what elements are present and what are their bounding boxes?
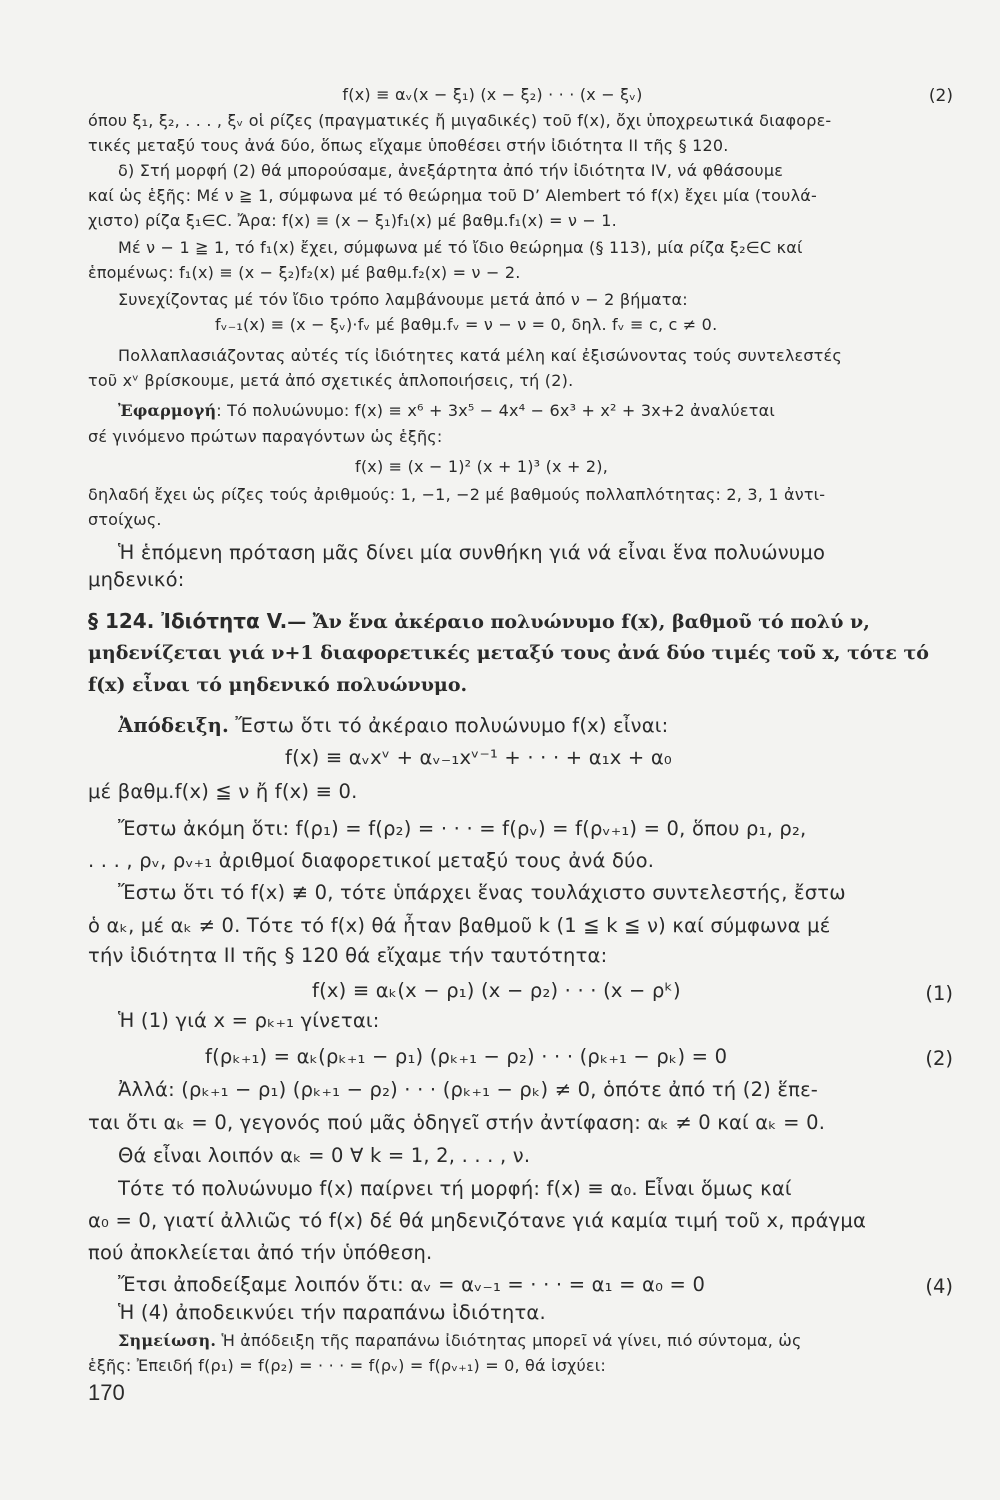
proof-label: Ἀπόδειξη. [118, 714, 230, 737]
text-line: ἑξῆς: Ἐπειδή f(ρ₁) = f(ρ₂) = · · · = f(ρᵥ) = f(ρᵥ₊₁) = 0, θά ἰσχύει: [88, 1356, 606, 1375]
text-line: τοῦ xᵛ βρίσκουμε, μετά ἀπό σχετικές ἁπλοποιήσεις, τή (2). [88, 371, 574, 390]
text-line: Ἔστω ἀκόμη ὅτι: f(ρ₁) = f(ρ₂) = · · · = f(ρᵥ) = f(ρᵥ₊₁) = 0, ὅπου ρ₁, ρ₂, [118, 817, 807, 840]
proof-text: Ἔστω ὅτι τό ἀκέραιο πολυώνυμο f(x) εἶναι: [229, 714, 669, 737]
text-line: Θά εἶναι λοιπόν αₖ = 0 ∀ k = 1, 2, . . . , ν. [118, 1144, 531, 1167]
text-line: Πολλαπλασιάζοντας αὐτές τίς ἰδιότητες κατά μέλη καί ἐξισώνοντας τούς συντελεστές [118, 346, 842, 365]
text-line: δηλαδή ἔχει ὡς ρίζες τούς ἀριθμούς: 1, −1, −2 μέ βαθμούς πολλαπλότητας: 2, 3, 1 ἀντι- [88, 485, 826, 504]
text-line: Ἔτσι ἀποδείξαμε λοιπόν ὅτι: αᵥ = αᵥ₋₁ = · · · = α₁ = α₀ = 0 [118, 1273, 706, 1296]
text-line: χιστο) ρίζα ξ₁∈C. Ἄρα: f(x) ≡ (x − ξ₁)f₁(x) μέ βαθμ.f₁(x) = ν − 1. [88, 211, 617, 230]
note-text: Ἡ ἀπόδειξη τῆς παραπάνω ἰδιότητας μπορεῖ νά γίνει, πιό σύντομα, ὡς [216, 1331, 802, 1350]
text-line: μέ βαθμ.f(x) ≦ ν ἤ f(x) ≡ 0. [88, 780, 358, 803]
formula-line: f(x) ≡ αₖ(x − ρ₁) (x − ρ₂) · · · (x − ρᵏ) [312, 979, 681, 1002]
text-line: Ἡ (1) γιά x = ρₖ₊₁ γίνεται: [118, 1009, 380, 1032]
text-line: τικές μεταξύ τους ἀνά δύο, ὅπως εἴχαμε ὑποθέσει στήν ἰδιότητα II τῆς § 120. [88, 136, 729, 155]
section-statement: — Ἄν ἕνα ἀκέραιο πολυώνυμο f(x), βαθμοῦ τό πολύ ν, [287, 611, 870, 633]
formula-line: f(x) ≡ (x − 1)² (x + 1)³ (x + 2), [355, 457, 608, 476]
text-line: δ) Στή μορφή (2) θά μπορούσαμε, ἀνεξάρτητα ἀπό τήν ἰδιότητα IV, νά φθάσουμε [118, 161, 784, 180]
application-label: Ἐφαρμογή [118, 401, 217, 420]
text-line: μηδενικό: [88, 568, 185, 591]
text-line: πού ἀποκλείεται ἀπό τήν ὑπόθεση. [88, 1241, 433, 1264]
formula-line: f(ρₖ₊₁) = αₖ(ρₖ₊₁ − ρ₁) (ρₖ₊₁ − ρ₂) · · · (ρₖ₊₁ − ρₖ) = 0 [205, 1045, 728, 1068]
text-line: Ἡ (4) ἀποδεικνύει τήν παραπάνω ἰδιότητα. [118, 1301, 546, 1324]
text-line: . . . , ρᵥ, ρᵥ₊₁ ἀριθμοί διαφορετικοί μεταξύ τους ἀνά δύο. [88, 849, 655, 872]
text-line: ται ὅτι αₖ = 0, γεγονός πού μᾶς ὁδηγεῖ στήν ἀντίφαση: αₖ ≠ 0 καί αₖ = 0. [88, 1111, 826, 1134]
section-heading [88, 606, 958, 638]
formula-line: fᵥ₋₁(x) ≡ (x − ξᵥ)·fᵥ μέ βαθμ.fᵥ = ν − ν = 0, δηλ. fᵥ ≡ c, c ≠ 0. [215, 315, 718, 334]
text-line: Τότε τό πολυώνυμο f(x) παίρνει τή μορφή: f(x) ≡ α₀. Εἶναι ὅμως καί [118, 1177, 792, 1200]
text-line: καί ὡς ἑξῆς: Μέ ν ≧ 1, σύμφωνα μέ τό θεώρημα τοῦ D’ Alembert τό f(x) ἔχει μία (τουλά- [88, 186, 817, 205]
formula-factorization: f(x) ≡ αᵥ(x − ξ₁) (x − ξ₂) · · · (x − ξᵥ) [342, 85, 643, 104]
text-line: όπου ξ₁, ξ₂, . . . , ξᵥ οἱ ρίζες (πραγματικές ἤ μιγαδικές) τοῦ f(x), ὄχι ὑποχρεωτικά διαφορε- [88, 111, 832, 130]
note-label: Σημείωση. [118, 1331, 217, 1350]
equation-number: (2) [925, 1047, 953, 1070]
text-line: Συνεχίζοντας μέ τόν ἴδιο τρόπο λαμβάνουμε μετά ἀπό ν − 2 βήματα: [118, 290, 688, 309]
text-line: Ἡ ἑπόμενη πρόταση μᾶς δίνει μία συνθήκη γιά νά εἶναι ἕνα πολυώνυμο [118, 541, 826, 564]
text-line: Ἔστω ὅτι τό f(x) ≢ 0, τότε ὑπάρχει ἕνας τουλάχιστο συντελεστής, ἔστω [118, 881, 846, 904]
application-text: : Τό πολυώνυμο: f(x) ≡ x⁶ + 3x⁵ − 4x⁴ − 6x³ + x² + 3x+2 ἀναλύεται [216, 401, 775, 420]
section-number: § 124. Ἰδιότητα V. [88, 609, 288, 633]
note-line [118, 1330, 953, 1352]
text-line: σέ γινόμενο πρώτων παραγόντων ὡς ἑξῆς: [88, 427, 443, 446]
equation-number: (4) [925, 1275, 953, 1298]
text-line: α₀ = 0, γιατί ἀλλιῶς τό f(x) δέ θά μηδενιζότανε γιά καμία τιμή τοῦ x, πράγμα [88, 1209, 867, 1232]
text-line: Ἀλλά: (ρₖ₊₁ − ρ₁) (ρₖ₊₁ − ρ₂) · · · (ρₖ₊₁ − ρₖ) ≠ 0, ὁπότε ἀπό τή (2) ἕπε- [118, 1078, 819, 1101]
equation-number: (2) [928, 86, 953, 106]
proof-line [118, 713, 953, 739]
text-line: ὁ αₖ, μέ αₖ ≠ 0. Τότε τό f(x) θά ἦταν βαθμοῦ k (1 ≦ k ≦ ν) καί σύμφωνα μέ [88, 914, 831, 937]
application-line [118, 400, 953, 422]
text-line: ἑπομένως: f₁(x) ≡ (x − ξ₂)f₂(x) μέ βαθμ.f₂(x) = ν − 2. [88, 263, 521, 282]
formula-line: f(x) ≡ αᵥxᵛ + αᵥ₋₁xᵛ⁻¹ + · · · + α₁x + α₀ [285, 746, 672, 769]
text-line: στοίχως. [88, 510, 162, 529]
text-line: Μέ ν − 1 ≧ 1, τό f₁(x) ἔχει, σύμφωνα μέ τό ἴδιο θεώρημα (§ 113), μία ρίζα ξ₂∈C καί [118, 238, 803, 257]
section-statement-line: f(x) εἶναι τό μηδενικό πολυώνυμο. [88, 674, 468, 696]
text-line: τήν ἰδιότητα II τῆς § 120 θά εἴχαμε τήν ταυτότητα: [88, 944, 608, 967]
page-number: 170 [88, 1380, 125, 1405]
section-statement-line: μηδενίζεται γιά ν+1 διαφορετικές μεταξύ τους ἀνά δύο τιμές τοῦ x, τότε τό [88, 642, 929, 664]
equation-number: (1) [925, 982, 953, 1005]
